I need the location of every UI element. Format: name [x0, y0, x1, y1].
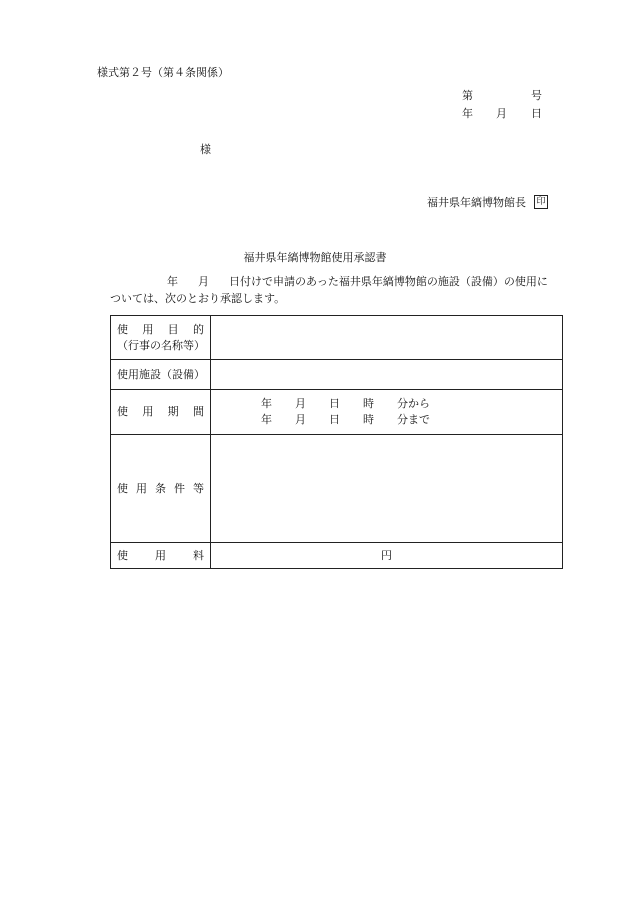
body-line1-rest: 日付けで申請のあった福井県年縞博物館の施設（設備）の使用に: [229, 275, 548, 288]
conditions-value-cell: [211, 435, 563, 543]
purpose-label-cell: [111, 316, 211, 360]
body-year: 年: [167, 275, 178, 288]
date-day: 日: [531, 107, 542, 120]
fee-value-cell: [211, 543, 563, 569]
period-from-row: 年 月 日 時 分から: [261, 397, 430, 410]
purpose-value-cell: [211, 316, 563, 360]
body-month: 月: [198, 275, 209, 288]
table-row-fee: [111, 543, 563, 569]
table-row-facility: [111, 360, 563, 390]
body-text-line-1: [167, 275, 548, 289]
table-row-conditions: [111, 435, 563, 543]
seal-icon: 印: [534, 195, 548, 209]
period-value-cell: [211, 390, 563, 435]
addressee-suffix: 様: [200, 143, 211, 156]
facility-label: 使用施設（設備）: [111, 360, 211, 390]
form-number: 様式第２号（第４条関係）: [97, 66, 229, 79]
fee-label: 使 用 料: [117, 548, 204, 562]
fee-label-cell: [111, 543, 211, 569]
table-row-purpose: [111, 316, 563, 360]
table-row-period: [111, 390, 563, 435]
period-to-row: 年 月 日 時 分まで: [261, 413, 430, 426]
purpose-label: 使 用 目 的: [117, 322, 204, 336]
body-text-line-2: ついては、次のとおり承認します。: [110, 292, 286, 305]
approval-table: [110, 315, 563, 569]
date-month: 月: [496, 107, 507, 120]
date-year: 年: [462, 107, 473, 120]
doc-number-prefix: 第: [462, 89, 473, 102]
conditions-label: 使 用 条 件 等: [117, 481, 204, 495]
issuer-line: [427, 196, 548, 210]
fee-unit: 円: [381, 548, 392, 562]
document-title: 福井県年縞博物館使用承認書: [243, 251, 387, 264]
issuer-name: 福井県年縞博物館長: [427, 196, 526, 209]
conditions-label-cell: [111, 435, 211, 543]
purpose-sublabel: （行事の名称等）: [117, 338, 205, 352]
doc-number-suffix: 号: [531, 89, 542, 102]
period-label: 使 用 期 間: [117, 405, 204, 418]
period-label-cell: [111, 390, 211, 435]
facility-value-cell: [211, 360, 563, 390]
